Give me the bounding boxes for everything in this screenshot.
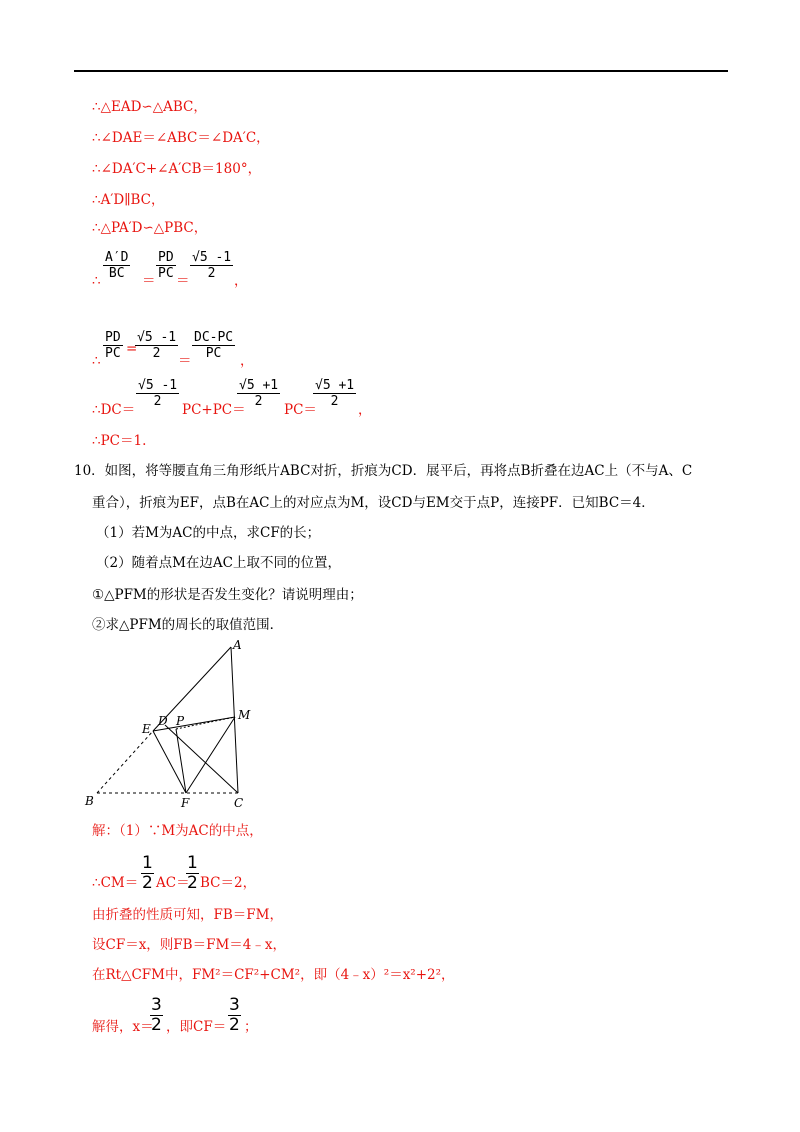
problem-10-line-2: 重合），折痕为EF，点B在AC上的对应点为M，设CD与EM交于点P，连接PF．已知BC＝4．: [92, 495, 655, 511]
fraction-denominator: PC: [158, 266, 174, 281]
solution-line-4: 设CF＝x，则FB＝FM＝4﹣x，: [92, 937, 286, 953]
label-b: B: [85, 794, 94, 808]
fraction-numerator: 3: [229, 995, 240, 1015]
solution-line-1: 解：（1）∵M为AC的中点，: [92, 823, 263, 839]
proof-line-9: ∴PC＝1.: [92, 433, 147, 449]
label-e: E: [142, 722, 151, 736]
proof-line-8-c: PC＝: [284, 402, 317, 418]
solution-line-2-a: ∴CM＝: [92, 875, 139, 891]
fraction-denominator: 2: [330, 394, 339, 409]
fraction-numerator: √5 +1: [315, 378, 355, 393]
comma: ，: [234, 273, 248, 289]
fraction-three-halves: [228, 996, 241, 1035]
question-2-part-2: ②求△PFM的周长的取值范围．: [92, 617, 284, 633]
fraction-pd-pc: [103, 330, 123, 361]
proof-line-1: ∴△EAD∽△ABC，: [92, 99, 207, 115]
header-rule: [74, 70, 728, 72]
solution-line-2-c: BC＝2，: [200, 875, 257, 891]
question-1: （1）若M为AC的中点，求CF的长；: [96, 525, 321, 541]
fraction-numerator: DC-PC: [194, 330, 234, 345]
fraction-denominator: PC: [105, 346, 121, 361]
fraction-denominator: 2: [152, 346, 161, 361]
solution-line-6-b: ，即CF＝: [166, 1019, 227, 1035]
label-p: P: [176, 714, 185, 728]
proof-line-2: ∴∠DAE＝∠ABC＝∠DA′C，: [92, 130, 270, 146]
equals-sign: ＝: [176, 273, 190, 289]
fraction-denominator: 2: [142, 873, 153, 893]
geometry-figure: [80, 635, 270, 815]
proof-line-4: ∴A′D∥BC，: [92, 192, 165, 208]
fraction-one-half: [186, 854, 199, 893]
label-c: C: [234, 796, 244, 810]
fraction-sqrt5-plus-1: [313, 378, 356, 409]
fraction-one-half: [141, 854, 154, 893]
proof-line-5: ∴△PA′D∽△PBC，: [92, 220, 208, 236]
solution-line-6-a: 解得，x＝: [92, 1019, 154, 1035]
fraction-denominator: 2: [207, 266, 216, 281]
solution-line-3: 由折叠的性质可知，FB＝FM，: [92, 907, 283, 923]
fraction-dc-pc-over-pc: [192, 330, 235, 361]
fraction-ad-bc: [103, 250, 130, 281]
fraction-denominator: BC: [108, 266, 125, 281]
segment-fm: [186, 717, 235, 793]
proof-line-6-prefix: ∴: [92, 273, 101, 289]
comma: ，: [358, 402, 372, 418]
fraction-denominator: PC: [205, 346, 222, 361]
fraction-numerator: A′D: [105, 250, 129, 265]
comma: ，: [240, 353, 254, 369]
problem-10-line-1: 10．如图，将等腰直角三角形纸片ABC对折，折痕为CD．展平后，再将点B折叠在边AC上（不与A、C: [74, 463, 693, 479]
segment-be: [97, 731, 153, 793]
fraction-denominator: 2: [153, 394, 162, 409]
equals-sign: =: [126, 341, 138, 357]
equals-sign: ＝: [178, 353, 192, 369]
fraction-sqrt5-minus-1: [136, 378, 179, 409]
fraction-numerator: 1: [142, 853, 153, 873]
proof-line-8-a: ∴DC＝: [92, 402, 136, 418]
fraction-pd-pc: [156, 250, 176, 281]
fraction-denominator: 2: [254, 394, 263, 409]
solution-line-5: 在Rt△CFM中，FM²＝CF²+CM²，即（4﹣x）²＝x²+2²，: [92, 967, 455, 983]
fraction-numerator: 3: [151, 995, 162, 1015]
fraction-sqrt5-plus-1: [237, 378, 280, 409]
fraction-sqrt5-minus-1: [190, 250, 233, 281]
fraction-denominator: 2: [151, 1015, 162, 1035]
solution-line-2-b: AC＝: [156, 875, 190, 891]
fraction-three-halves: [150, 996, 163, 1035]
fraction-denominator: 2: [187, 873, 198, 893]
question-2-part-1: ①△PFM的形状是否发生变化？请说明理由；: [92, 587, 363, 603]
fraction-numerator: √5 -1: [137, 330, 177, 345]
semicolon: ；: [244, 1019, 258, 1035]
proof-line-8-b: PC+PC＝: [182, 402, 246, 418]
equals-sign: ＝: [142, 273, 156, 289]
label-f: F: [181, 796, 190, 810]
fraction-numerator: PD: [105, 330, 121, 345]
proof-line-7-prefix: ∴: [92, 353, 101, 369]
fraction-numerator: √5 -1: [138, 378, 178, 393]
fraction-numerator: √5 +1: [239, 378, 279, 393]
question-2: （2）随着点M在边AC上取不同的位置，: [96, 555, 341, 571]
label-d: D: [158, 714, 168, 728]
proof-line-3: ∴∠DA′C+∠A′CB＝180°，: [92, 161, 262, 177]
fraction-numerator: √5 -1: [192, 250, 232, 265]
fraction-numerator: 1: [187, 853, 198, 873]
label-a: A: [233, 638, 242, 652]
fraction-sqrt5-minus-1: [135, 330, 178, 361]
segment-ac: [231, 647, 238, 793]
fraction-numerator: PD: [158, 250, 174, 265]
fraction-denominator: 2: [229, 1015, 240, 1035]
label-m: M: [238, 708, 251, 722]
segment-cd: [165, 725, 238, 793]
